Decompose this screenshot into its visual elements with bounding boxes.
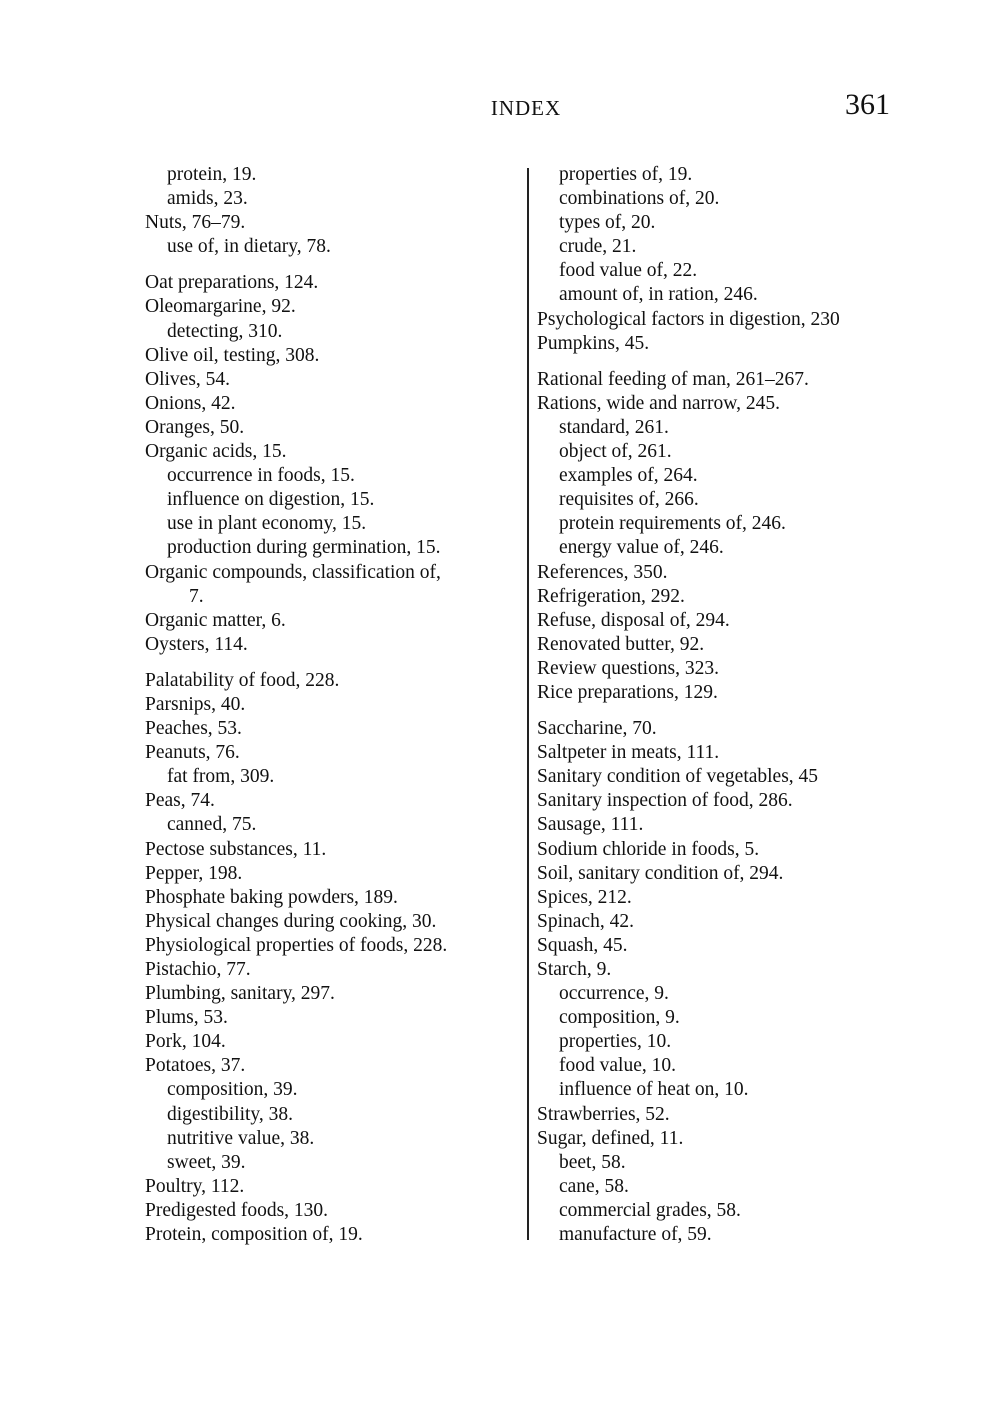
index-entry: Sanitary inspection of food, 286. — [537, 790, 793, 812]
index-subentry: amids, 23. — [167, 188, 248, 210]
index-entry: Organic matter, 6. — [145, 609, 286, 631]
index-subentry: nutritive value, 38. — [167, 1127, 315, 1149]
index-entry: Refrigeration, 292. — [537, 585, 685, 607]
index-entry: Palatability of food, 228. — [145, 669, 340, 691]
index-column-right — [537, 163, 917, 1247]
page-number: 361 — [845, 88, 890, 121]
index-entry: Nuts, 76–79. — [145, 212, 246, 234]
index-entry: Sodium chloride in foods, 5. — [537, 838, 760, 860]
index-entry: Pepper, 198. — [145, 862, 243, 884]
index-subentry: composition, 39. — [167, 1079, 298, 1101]
index-subentry: energy value of, 246. — [559, 537, 724, 559]
index-entry: Plums, 53. — [145, 1007, 228, 1029]
index-entry: Rations, wide and narrow, 245. — [537, 392, 780, 414]
index-subentry: protein, 19. — [167, 164, 257, 185]
index-entry: Oleomargarine, 92. — [145, 296, 296, 318]
index-entry: Squash, 45. — [537, 934, 628, 956]
index-entry: Phosphate baking powders, 189. — [145, 886, 398, 908]
index-subentry: use of, in dietary, 78. — [167, 236, 331, 258]
index-entry: Soil, sanitary condition of, 294. — [537, 862, 784, 884]
index-subentry: properties, 10. — [559, 1031, 672, 1053]
index-subentry: examples of, 264. — [559, 465, 698, 487]
index-entry: Parsnips, 40. — [145, 693, 246, 715]
index-entry: Olive oil, testing, 308. — [145, 344, 320, 366]
index-entry: Onions, 42. — [145, 392, 236, 414]
index-entry: Pectose substances, 11. — [145, 838, 327, 860]
index-subentry: combinations of, 20. — [559, 188, 720, 210]
index-entry: Review questions, 323. — [537, 657, 719, 679]
index-subentry: object of, 261. — [559, 441, 672, 463]
index-column-left — [145, 163, 525, 1247]
index-entry: Potatoes, 37. — [145, 1055, 246, 1077]
index-entry: Sausage, 111. — [537, 814, 644, 836]
index-subentry: occurrence in foods, 15. — [167, 465, 355, 487]
index-entry: Sugar, defined, 11. — [537, 1127, 684, 1149]
index-subentry: sweet, 39. — [167, 1151, 246, 1173]
index-entry: Saltpeter in meats, 111. — [537, 742, 720, 764]
index-entry: Peanuts, 76. — [145, 742, 240, 764]
index-entry: Rational feeding of man, 261–267. — [537, 368, 809, 390]
index-entry: Refuse, disposal of, 294. — [537, 609, 730, 631]
index-entry: Pumpkins, 45. — [537, 332, 650, 354]
index-subentry: types of, 20. — [559, 212, 656, 234]
index-subentry: food value, 10. — [559, 1055, 676, 1077]
index-subentry: influence on digestion, 15. — [167, 489, 375, 511]
index-subentry: 7. — [189, 585, 204, 607]
index-entry: Physical changes during cooking, 30. — [145, 910, 437, 932]
index-entry: Renovated butter, 92. — [537, 633, 705, 655]
index-entry: Peas, 74. — [145, 790, 215, 812]
index-entry: Peaches, 53. — [145, 718, 242, 740]
index-subentry: amount of, in ration, 246. — [559, 284, 758, 306]
index-entry: Physiological properties of foods, 228. — [145, 934, 448, 956]
index-subentry: standard, 261. — [559, 416, 669, 438]
index-subentry: manufacture of, 59. — [559, 1224, 712, 1246]
index-subentry: protein requirements of, 246. — [559, 513, 786, 535]
index-entry: Oat preparations, 124. — [145, 272, 319, 294]
index-subentry: occurrence, 9. — [559, 983, 669, 1005]
index-entry: Pistachio, 77. — [145, 959, 251, 980]
index-subentry: beet, 58. — [559, 1151, 626, 1173]
index-entry: Olives, 54. — [145, 368, 231, 390]
column-divider — [527, 168, 529, 1240]
page-title: INDEX — [490, 96, 562, 120]
index-entry: Starch, 9. — [537, 959, 612, 980]
index-subentry: properties of, 19. — [559, 164, 693, 185]
index-subentry: production during germination, 15. — [167, 537, 441, 559]
index-entry: Spices, 212. — [537, 886, 632, 908]
index-entry: Organic acids, 15. — [145, 441, 287, 463]
index-entry: References, 350. — [537, 561, 668, 583]
index-subentry: cane, 58. — [559, 1175, 629, 1197]
index-subentry: food value of, 22. — [559, 260, 698, 282]
index-subentry: commercial grades, 58. — [559, 1199, 741, 1221]
index-entry: Plumbing, sanitary, 297. — [145, 983, 335, 1005]
index-entry: Pork, 104. — [145, 1031, 226, 1053]
index-subentry: canned, 75. — [167, 814, 257, 836]
index-subentry: digestibility, 38. — [167, 1103, 294, 1125]
index-subentry: use in plant economy, 15. — [167, 513, 367, 535]
index-entry: Organic compounds, classification of, — [145, 561, 441, 583]
index-entry: Oranges, 50. — [145, 416, 245, 438]
index-entry: Strawberries, 52. — [537, 1103, 670, 1125]
index-subentry: requisites of, 266. — [559, 489, 699, 511]
index-entry: Rice preparations, 129. — [537, 681, 718, 703]
index-subentry: fat from, 309. — [167, 766, 275, 788]
index-entry: Saccharine, 70. — [537, 718, 657, 740]
index-subentry: influence of heat on, 10. — [559, 1079, 749, 1101]
index-entry: Protein, composition of, 19. — [145, 1224, 363, 1246]
index-entry: Oysters, 114. — [145, 633, 248, 655]
index-entry: Spinach, 42. — [537, 910, 634, 932]
index-subentry: composition, 9. — [559, 1007, 680, 1029]
index-entry: Predigested foods, 130. — [145, 1199, 329, 1221]
index-subentry: crude, 21. — [559, 236, 637, 258]
index-entry: Sanitary condition of vegetables, 45 — [537, 766, 819, 788]
index-entry: Poultry, 112. — [145, 1175, 245, 1197]
index-entry: Psychological factors in digestion, 230 — [537, 308, 840, 330]
index-subentry: detecting, 310. — [167, 320, 283, 342]
